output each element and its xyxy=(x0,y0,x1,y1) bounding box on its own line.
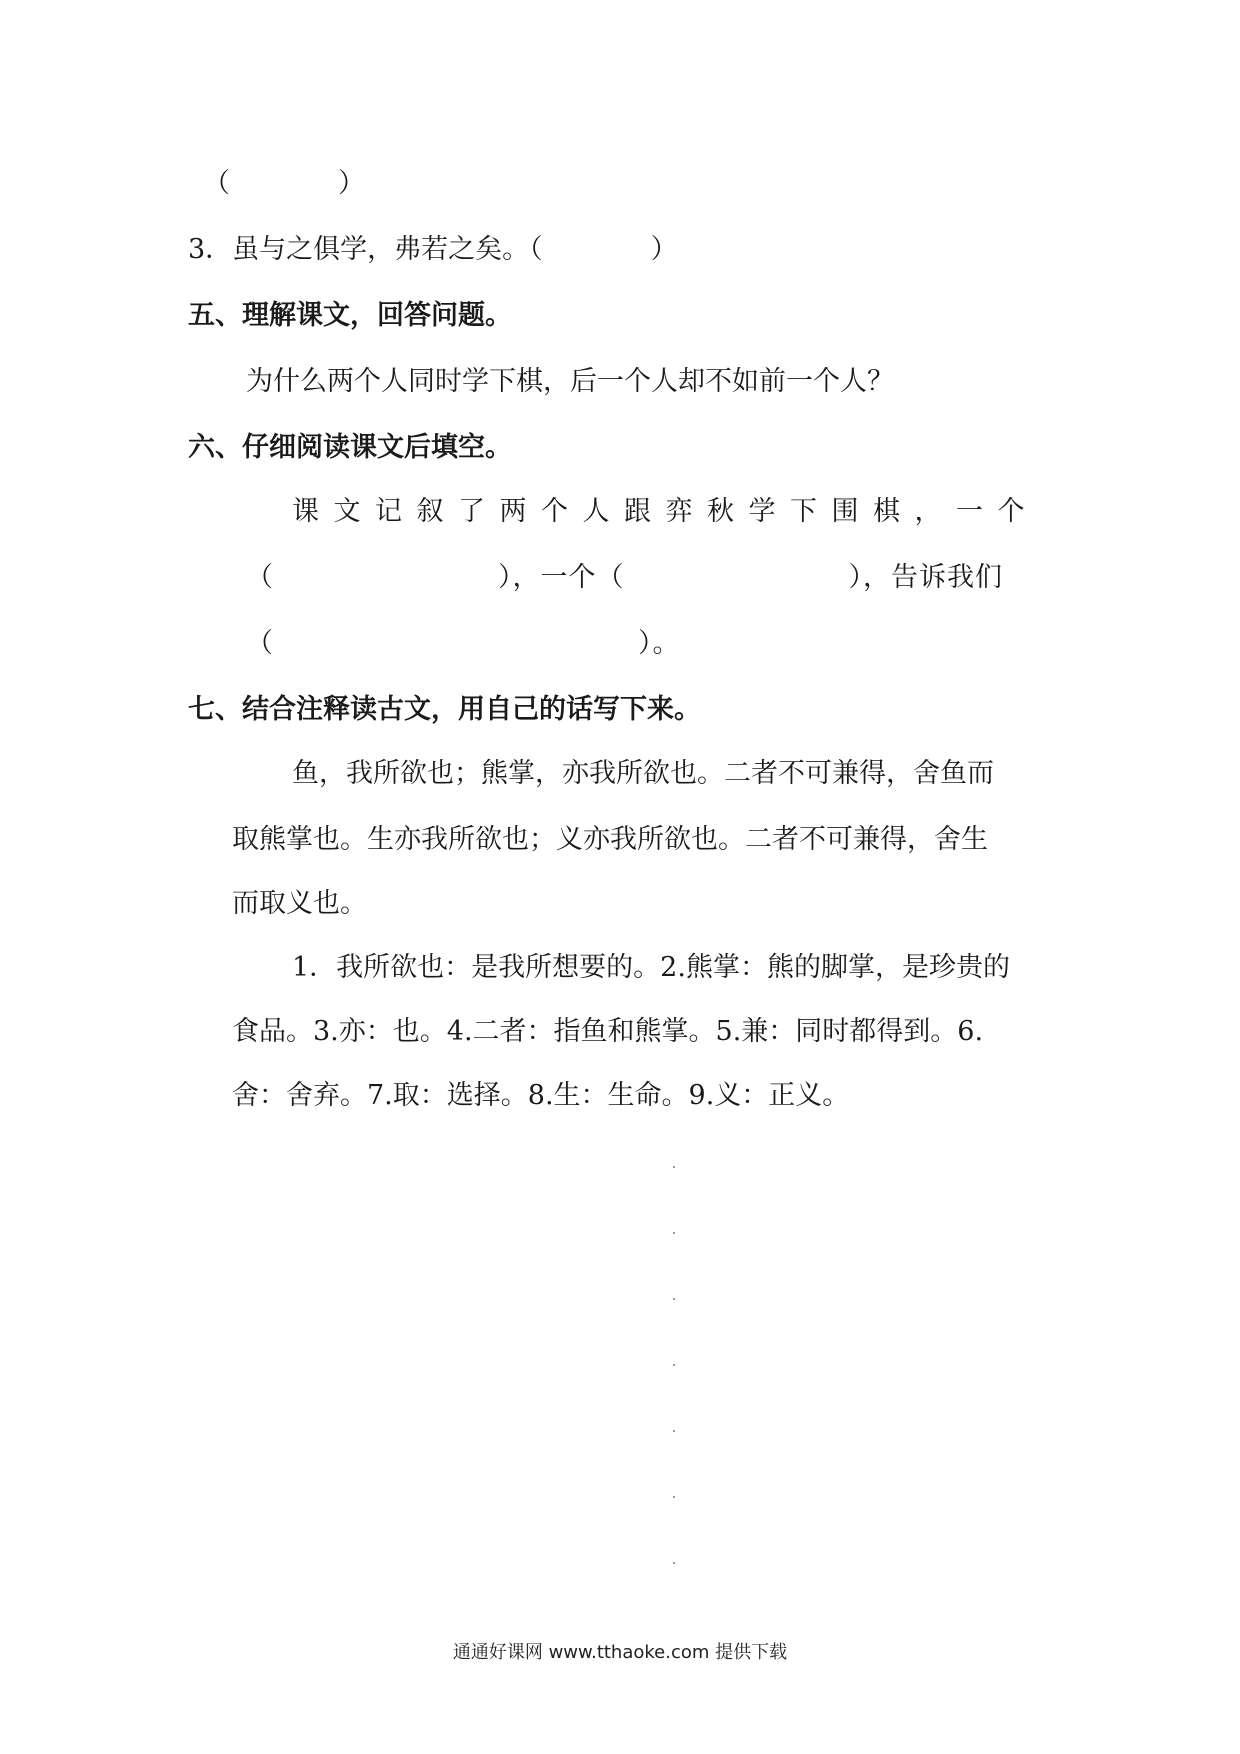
q4-item-3: 3．虽与之俱学，弗若之矣。（ ） xyxy=(188,234,678,265)
notes-line-1: 1．我所欲也：是我所想要的。2.熊掌：熊的脚掌，是珍贵的 xyxy=(292,952,1010,983)
answer-blank-line: （ ） xyxy=(203,168,365,199)
scan-dot xyxy=(673,1364,675,1366)
section7-heading: 七、结合注释读古文，用自己的话写下来。 xyxy=(188,694,701,725)
notes-line-2: 食品。3.亦：也。4.二者：指鱼和熊掌。5.兼：同时都得到。6. xyxy=(232,1016,984,1047)
scan-dot xyxy=(673,1298,675,1300)
section6-line2: （ ），一个（ ），告诉我们 xyxy=(246,562,1003,593)
passage-line-1: 鱼，我所欲也；熊掌，亦我所欲也。二者不可兼得，舍鱼而 xyxy=(292,758,994,789)
section6-heading: 六、仔细阅读课文后填空。 xyxy=(188,432,512,463)
notes-line-3: 舍：舍弃。7.取：选择。8.生：生命。9.义：正义。 xyxy=(232,1080,850,1111)
scan-dot xyxy=(673,1430,675,1432)
scan-dot xyxy=(673,1232,675,1234)
section5-heading: 五、理解课文，回答问题。 xyxy=(188,300,512,331)
page-footer: 通通好课网 www.tthaoke.com 提供下载 xyxy=(452,1642,788,1663)
passage-line-3: 而取义也。 xyxy=(232,888,367,919)
section6-line1: 课文记叙了两个人跟弈秋学下围棋，一个 xyxy=(292,496,1039,527)
scan-dot xyxy=(673,1166,675,1168)
section6-line3: （ ）。 xyxy=(246,628,681,659)
scan-dot xyxy=(673,1562,675,1564)
passage-line-2: 取熊掌也。生亦我所欲也；义亦我所欲也。二者不可兼得，舍生 xyxy=(232,824,988,855)
scan-dot xyxy=(673,1496,675,1498)
section5-question: 为什么两个人同时学下棋，后一个人却不如前一个人？ xyxy=(246,366,894,397)
